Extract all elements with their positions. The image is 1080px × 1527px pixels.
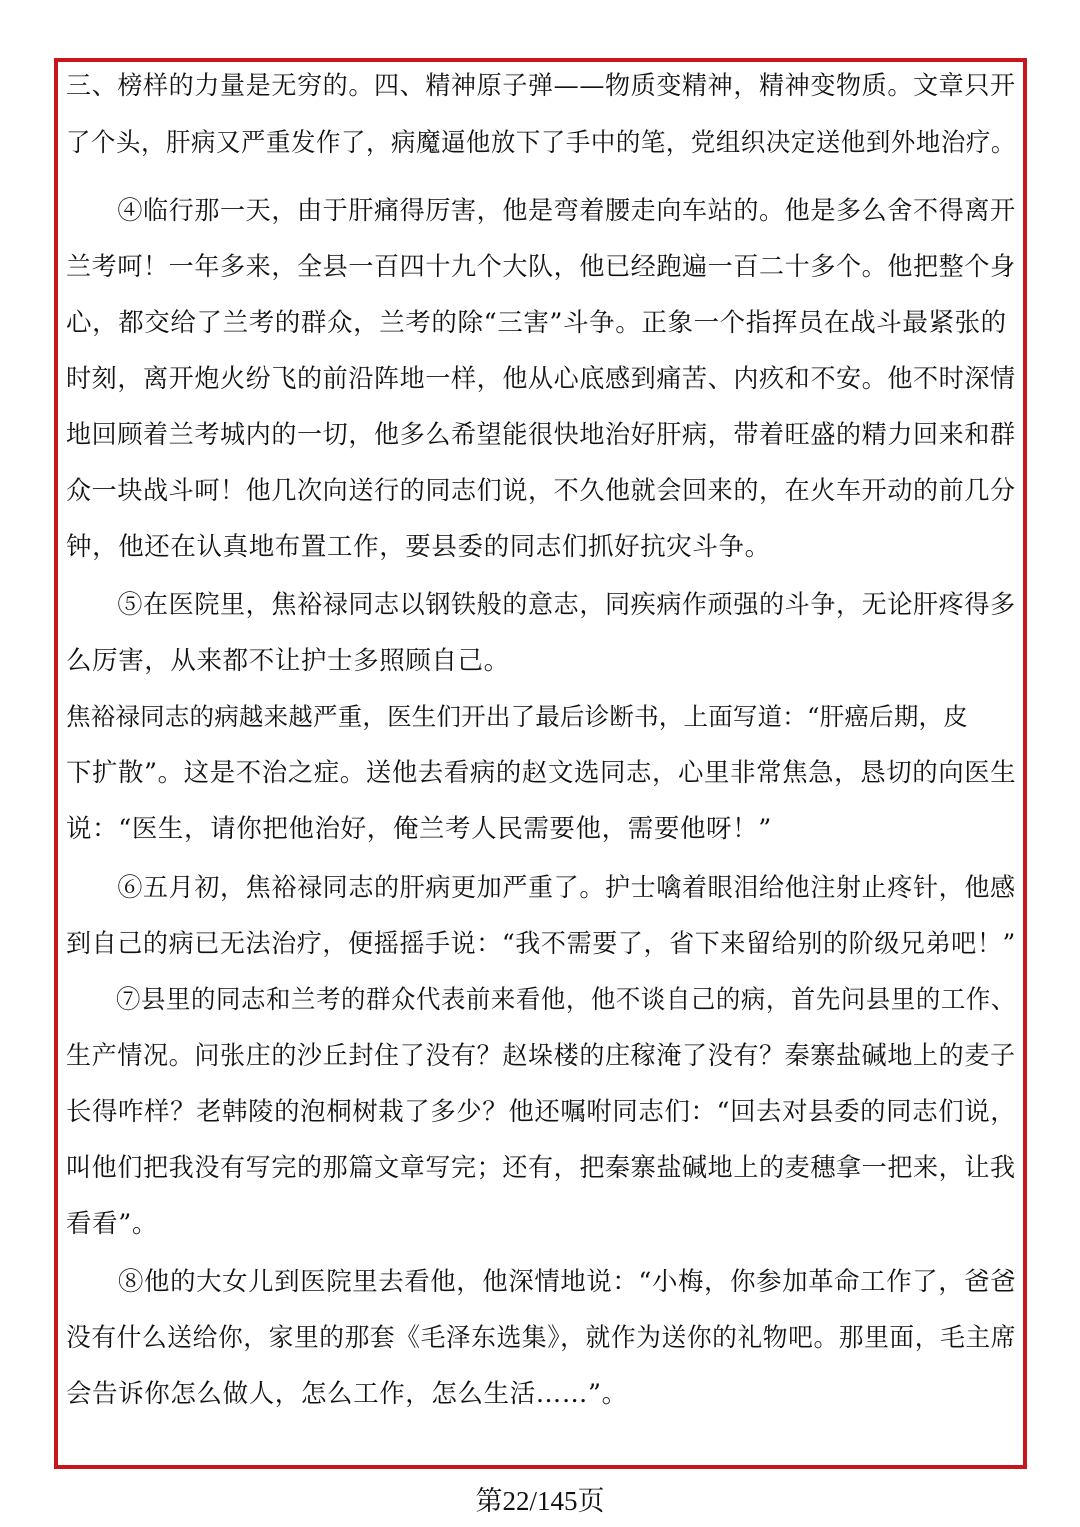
text-line: 到自己的病已无法治疗，便摇摇手说：“我不需要了，省下来留给别的阶级兄弟吧！” bbox=[66, 929, 1016, 959]
text-line: 看看”。 bbox=[66, 1209, 158, 1239]
text-line: 兰考呵！一年多来，全县一百四十九个大队，他已经跑遍一百二十多个。他把整个身 bbox=[66, 252, 1016, 282]
text-line: 钟，他还在认真地布置工作，要县委的同志们抓好抗灾斗争。 bbox=[66, 532, 771, 562]
text-line: 焦裕禄同志的病越来越严重，医生们开出了最后诊断书，上面写道：“肝癌后期，皮 bbox=[66, 702, 968, 731]
text-line: ⑦县里的同志和兰考的群众代表前来看他，他不谈自己的病，首先问县里的工作、 bbox=[66, 985, 1016, 1015]
text-line: 地回顾着兰考城内的一切，他多么希望能很快地治好肝病，带着旺盛的精力回来和群 bbox=[66, 420, 1016, 450]
text-line: 说：“医生，请你把他治好，俺兰考人民需要他，需要他呀！” bbox=[66, 814, 772, 844]
text-line: 叫他们把我没有写完的那篇文章写完；还有，把秦寨盐碱地上的麦穗拿一把来，让我 bbox=[66, 1153, 1016, 1183]
text-line: 心，都交给了兰考的群众，兰考的除“三害”斗争。正象一个指挥员在战斗最紧张的 bbox=[66, 308, 1007, 338]
text-line: 生产情况。问张庄的沙丘封住了没有？赵垛楼的庄稼淹了没有？秦寨盐碱地上的麦子 bbox=[66, 1041, 1016, 1071]
text-line: 没有什么送给你，家里的那套《毛泽东选集》，就作为送你的礼物吧。那里面，毛主席 bbox=[66, 1323, 1017, 1353]
text-line: 下扩散”。这是不治之症。送他去看病的赵文选同志，心里非常焦急，恳切的向医生 bbox=[66, 758, 1017, 788]
text-line: ⑧他的大女儿到医院里去看他，他深情地说：“小梅，你参加革命工作了，爸爸 bbox=[66, 1267, 1017, 1297]
text-line: 了个头，肝病又严重发作了，病魔逼他放下了手中的笔，党组织决定送他到外地治疗。 bbox=[66, 128, 1016, 158]
text-line: ⑤在医院里，焦裕禄同志以钢铁般的意志，同疾病作顽强的斗争，无论肝疼得多 bbox=[66, 590, 1016, 620]
text-line: 三、榜样的力量是无穷的。四、精神原子弹——物质变精神，精神变物质。文章只开 bbox=[66, 71, 1016, 101]
text-line: 长得咋样？老韩陵的泡桐树栽了多少？他还嘱咐同志们：“回去对县委的同志们说， bbox=[66, 1097, 1017, 1127]
text-line: 么厉害，从来都不让护士多照顾自己。 bbox=[66, 646, 510, 676]
text-line: 时刻，离开炮火纷飞的前沿阵地一样，他从心底感到痛苦、内疚和不安。他不时深情 bbox=[66, 364, 1016, 394]
text-line: ④临行那一天，由于肝痛得厉害，他是弯着腰走向车站的。他是多么舍不得离开 bbox=[66, 196, 1016, 226]
page-number: 第22/145页 bbox=[475, 1486, 605, 1516]
text-line: 众一块战斗呵！他几次向送行的同志们说，不久他就会回来的，在火车开动的前几分 bbox=[66, 476, 1016, 506]
text-line: 会告诉你怎么做人，怎么工作，怎么生活……”。 bbox=[66, 1379, 628, 1409]
text-line: ⑥五月初，焦裕禄同志的肝病更加严重了。护士噙着眼泪给他注射止疼针，他感 bbox=[66, 873, 1016, 903]
